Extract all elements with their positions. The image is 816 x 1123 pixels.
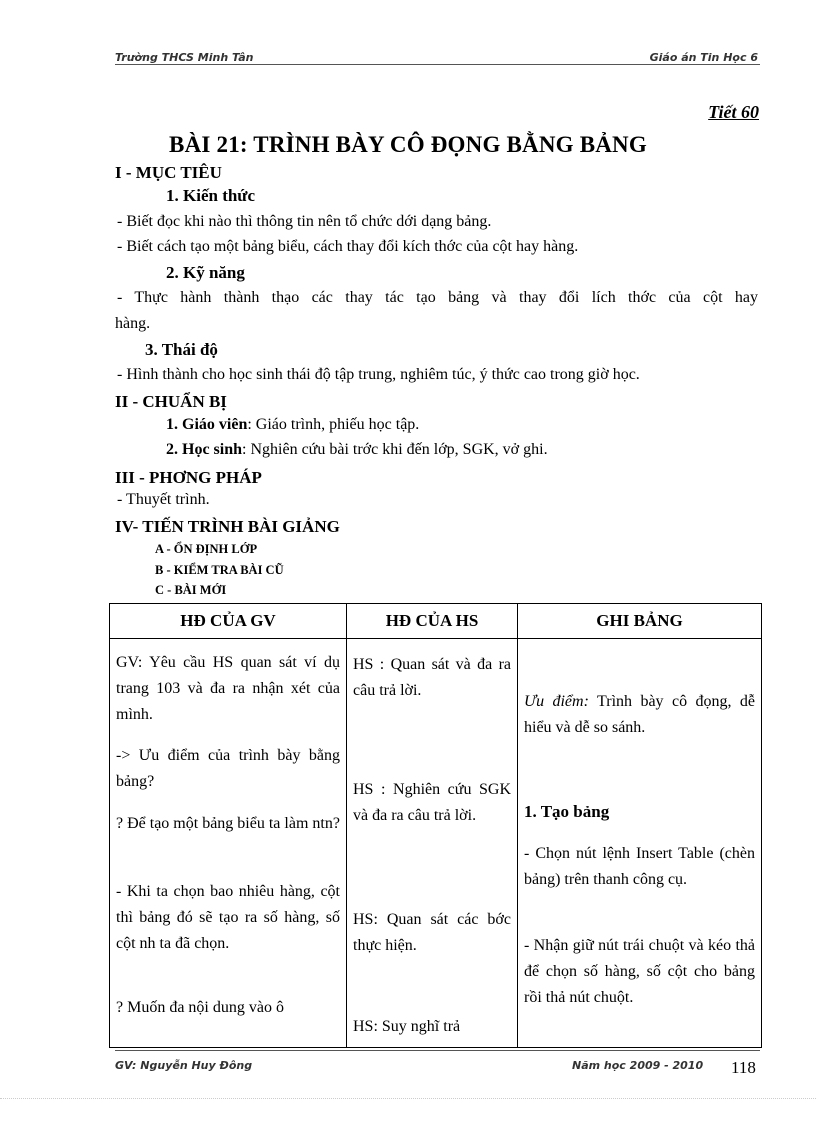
section-preparation-heading: II - CHUẨN BỊ bbox=[115, 392, 227, 411]
teacher-activity: ? Để tạo một bảng biểu ta làm ntn? bbox=[116, 815, 340, 832]
teacher-prep bbox=[166, 416, 419, 434]
skills-heading: 2. Kỹ năng bbox=[166, 263, 245, 282]
student-activity: HS : Nghiên cứu SGK và đa ra câu trả lời. bbox=[353, 781, 511, 824]
student-text: : Nghiên cứu bài trớc khi đến lớp, SGK, vở ghi. bbox=[242, 441, 548, 458]
student-activity: HS: Quan sát các bớc thực hiện. bbox=[353, 911, 511, 954]
board-advantage bbox=[524, 689, 755, 741]
header-subject: Giáo án Tin Học 6 bbox=[649, 51, 758, 64]
table-row bbox=[110, 639, 762, 1048]
teacher-activity-cell bbox=[110, 639, 347, 1048]
process-step: B - KIỂM TRA BÀI CŨ bbox=[155, 563, 284, 577]
header-rule bbox=[115, 64, 760, 65]
teacher-activity: ? Muốn đa nội dung vào ô bbox=[116, 999, 284, 1016]
teacher-activity: -> Ưu điểm của trình bày bằng bảng? bbox=[116, 747, 340, 790]
section-method-heading: III - PHƠNG PHÁP bbox=[115, 468, 262, 487]
process-step: C - BÀI MỚI bbox=[155, 583, 227, 597]
student-activity-cell bbox=[347, 639, 518, 1048]
student-label: 2. Học sinh bbox=[166, 441, 243, 458]
create-table-heading: 1. Tạo bảng bbox=[524, 802, 610, 821]
student-activity: HS : Quan sát và đa ra câu trả lời. bbox=[353, 656, 511, 699]
teacher-activity: GV: Yêu cầu HS quan sát ví dụ trang 103 và đa ra nhận xét của mình. bbox=[116, 654, 340, 723]
table-header-row bbox=[110, 604, 762, 639]
board-item: - Nhận giữ nút trái chuột và kéo thả để chọn số hàng, số cột cho bảng rồi thả nút chuột. bbox=[524, 937, 755, 1006]
section-process-heading: IV- TIẾN TRÌNH BÀI GIẢNG bbox=[115, 517, 340, 536]
attitude-heading: 3. Thái độ bbox=[145, 340, 218, 359]
advantage-text: Trình bày cô đọng, dễ hiểu và dễ so sánh. bbox=[524, 693, 756, 736]
student-activity: HS: Suy nghĩ trả bbox=[353, 1018, 461, 1035]
teacher-label: 1. Giáo viên bbox=[166, 416, 248, 433]
knowledge-item: - Biết đọc khi nào thì thông tin nên tổ chức dới dạng bảng. bbox=[117, 213, 492, 230]
column-header-board: GHI BẢNG bbox=[518, 604, 762, 639]
column-header-teacher: HĐ CỦA GV bbox=[110, 604, 347, 639]
student-prep bbox=[166, 441, 548, 459]
column-header-student: HĐ CỦA HS bbox=[347, 604, 518, 639]
footer-teacher: GV: Nguyễn Huy Đông bbox=[115, 1059, 253, 1072]
teacher-text: : Giáo trình, phiếu học tập. bbox=[247, 416, 420, 433]
attitude-item: - Hình thành cho học sinh thái độ tập trung, nghiêm túc, ý thức cao trong giờ học. bbox=[117, 366, 640, 383]
advantage-label: Ưu điểm: bbox=[524, 693, 589, 710]
skills-item-continued: hàng. bbox=[115, 315, 151, 332]
footer-rule bbox=[115, 1050, 760, 1051]
page-number: 118 bbox=[731, 1058, 756, 1077]
knowledge-heading: 1. Kiến thức bbox=[166, 186, 256, 205]
footer-school-year: Năm học 2009 - 2010 bbox=[572, 1059, 704, 1072]
board-notes-cell bbox=[518, 639, 762, 1048]
teacher-activity: - Khi ta chọn bao nhiêu hàng, cột thì bảng đó sẽ tạo ra số hàng, số cột nh ta đã chọn. bbox=[116, 883, 340, 952]
board-item: - Chọn nút lệnh Insert Table (chèn bảng) trên thanh công cụ. bbox=[524, 845, 755, 888]
section-objectives-heading: I - MỤC TIÊU bbox=[115, 163, 222, 182]
header-school: Trường THCS Minh Tân bbox=[115, 51, 254, 64]
knowledge-item: - Biết cách tạo một bảng biểu, cách thay đổi kích thớc của cột hay hàng. bbox=[117, 238, 579, 255]
lesson-number: Tiết 60 bbox=[708, 102, 759, 122]
page-edge-dots bbox=[0, 1098, 816, 1099]
method-item: - Thuyết trình. bbox=[117, 491, 210, 508]
lesson-plan-table bbox=[109, 603, 762, 1048]
process-step: A - ỔN ĐỊNH LỚP bbox=[155, 542, 258, 556]
skills-item: - Thực hành thành thạo các thay tác tạo bảng và thay đổi lích thớc của cột hay bbox=[117, 289, 758, 306]
page-title: BÀI 21: TRÌNH BÀY CÔ ĐỌNG BẰNG BẢNG bbox=[169, 132, 647, 157]
